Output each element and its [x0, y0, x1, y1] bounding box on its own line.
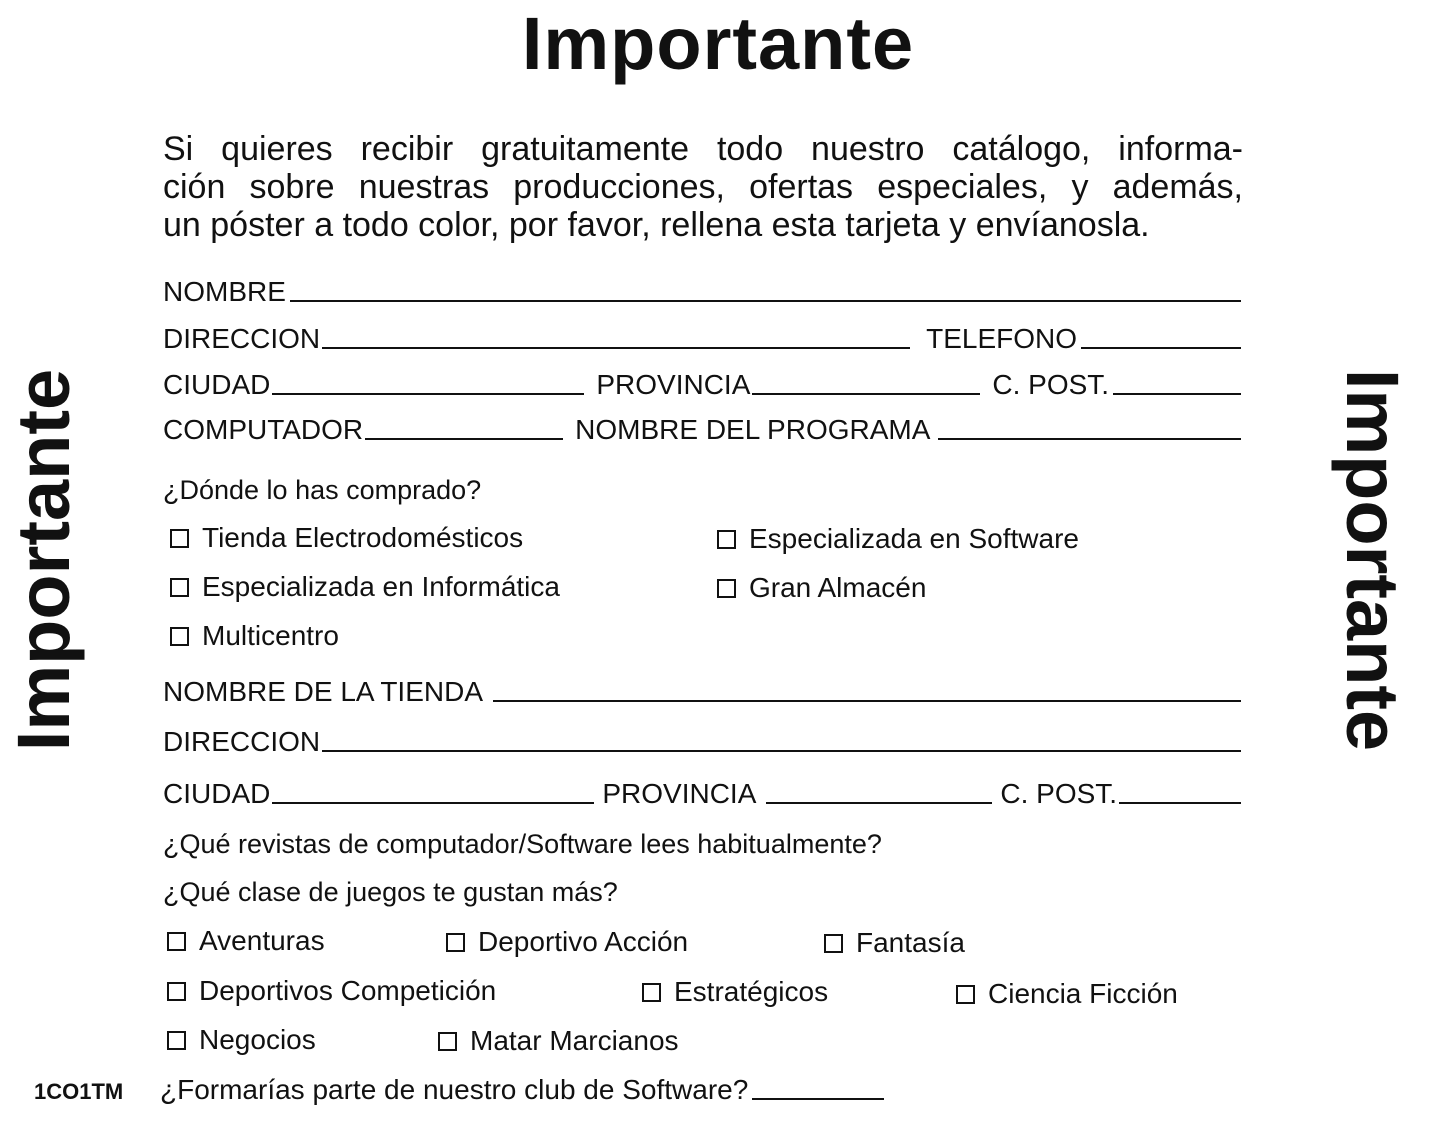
checkbox[interactable] [167, 982, 186, 1001]
intro-line-3: un póster a todo color, por favor, rellena esta tarjeta y envíanosla. [163, 206, 1150, 244]
store-direccion-label: DIRECCION [163, 726, 321, 757]
store-cpost-field[interactable] [1119, 802, 1241, 804]
option-gran-almacen[interactable] [717, 572, 926, 604]
cpost-label: C. POST. [992, 369, 1110, 400]
option-fantasia[interactable] [824, 927, 965, 959]
store-ciudad-field[interactable] [272, 802, 594, 804]
card-code: 1CO1TM [34, 1079, 124, 1104]
club-question: ¿Formarías parte de nuestro club de Software? [160, 1074, 749, 1105]
option-ciencia-ficcion[interactable] [956, 978, 1178, 1010]
nombre-field[interactable] [290, 300, 1241, 302]
page-title: Importante [521, 2, 915, 85]
option-multicentro[interactable] [170, 620, 339, 652]
checkbox[interactable] [642, 983, 661, 1002]
ciudad-field[interactable] [272, 393, 584, 395]
option-label: Gran Almacén [749, 572, 927, 603]
computador-field[interactable] [365, 438, 563, 440]
checkbox[interactable] [167, 1031, 186, 1050]
checkbox[interactable] [717, 530, 736, 549]
option-deportivo-accion[interactable] [446, 926, 688, 958]
cpost-field[interactable] [1113, 393, 1241, 395]
store-provincia-label: PROVINCIA [602, 778, 757, 809]
option-tienda-electrodomesticos[interactable] [170, 522, 523, 554]
option-aventuras[interactable] [167, 925, 325, 957]
side-title-left: Importante [2, 368, 85, 752]
option-label: Fantasía [856, 927, 965, 958]
computador-label: COMPUTADOR [163, 414, 364, 445]
games-question: ¿Qué clase de juegos te gustan más? [163, 877, 618, 907]
nombre-programa-label: NOMBRE DEL PROGRAMA [575, 414, 931, 445]
side-title-right: Importante [1331, 368, 1414, 752]
option-label: Estratégicos [674, 976, 829, 1007]
direccion-field[interactable] [322, 347, 910, 349]
option-label: Negocios [199, 1024, 316, 1055]
store-ciudad-row [163, 770, 1241, 810]
nombre-tienda-row [163, 668, 1241, 708]
purchase-question: ¿Dónde lo has comprado? [163, 475, 482, 505]
telefono-label: TELEFONO [926, 323, 1078, 354]
option-label: Multicentro [202, 620, 339, 651]
option-matar-marcianos[interactable] [438, 1025, 679, 1057]
magazines-question: ¿Qué revistas de computador/Software lees habitualmente? [163, 829, 882, 859]
option-deportivos-competicion[interactable] [167, 975, 496, 1007]
checkbox[interactable] [438, 1032, 457, 1051]
club-answer-field[interactable] [752, 1098, 884, 1100]
direccion-label: DIRECCION [163, 323, 321, 354]
nombre-programa-field[interactable] [938, 438, 1241, 440]
checkbox[interactable] [446, 933, 465, 952]
provincia-field[interactable] [752, 393, 980, 395]
option-label: Deportivo Acción [478, 926, 689, 957]
option-label: Matar Marcianos [470, 1025, 679, 1056]
nombre-tienda-field[interactable] [493, 700, 1241, 702]
club-row [160, 1074, 890, 1106]
nombre-tienda-label: NOMBRE DE LA TIENDA [163, 676, 484, 707]
telefono-field[interactable] [1081, 347, 1241, 349]
ciudad-row [163, 361, 1241, 401]
checkbox[interactable] [170, 578, 189, 597]
nombre-row [163, 268, 1241, 308]
computador-row [163, 406, 1241, 446]
store-direccion-row [163, 718, 1241, 758]
option-label: Especializada en Software [749, 523, 1079, 554]
store-provincia-field[interactable] [766, 802, 992, 804]
intro-line-1: Si quieres recibir gratuitamente todo nuestro catálogo, informa- [163, 130, 1243, 168]
checkbox[interactable] [170, 627, 189, 646]
nombre-label: NOMBRE [163, 276, 286, 307]
checkbox[interactable] [824, 934, 843, 953]
checkbox[interactable] [167, 932, 186, 951]
checkbox[interactable] [956, 985, 975, 1004]
option-estrategicos[interactable] [642, 976, 828, 1008]
checkbox[interactable] [170, 529, 189, 548]
store-direccion-field[interactable] [322, 750, 1241, 752]
store-cpost-label: C. POST. [1000, 778, 1118, 809]
option-especializada-informatica[interactable] [170, 571, 560, 603]
intro-paragraph [163, 130, 1243, 244]
intro-line-2: ción sobre nuestras producciones, ofertas especiales, y además, [163, 168, 1243, 206]
option-label: Especializada en Informática [202, 571, 560, 602]
option-label: Ciencia Ficción [988, 978, 1178, 1009]
option-especializada-software[interactable] [717, 523, 1079, 555]
option-negocios[interactable] [167, 1024, 316, 1056]
direccion-row [163, 315, 1241, 355]
provincia-label: PROVINCIA [596, 369, 751, 400]
option-label: Deportivos Competición [199, 975, 497, 1006]
ciudad-label: CIUDAD [163, 369, 271, 400]
option-label: Aventuras [199, 925, 325, 956]
checkbox[interactable] [717, 579, 736, 598]
option-label: Tienda Electrodomésticos [202, 522, 524, 553]
store-ciudad-label: CIUDAD [163, 778, 271, 809]
